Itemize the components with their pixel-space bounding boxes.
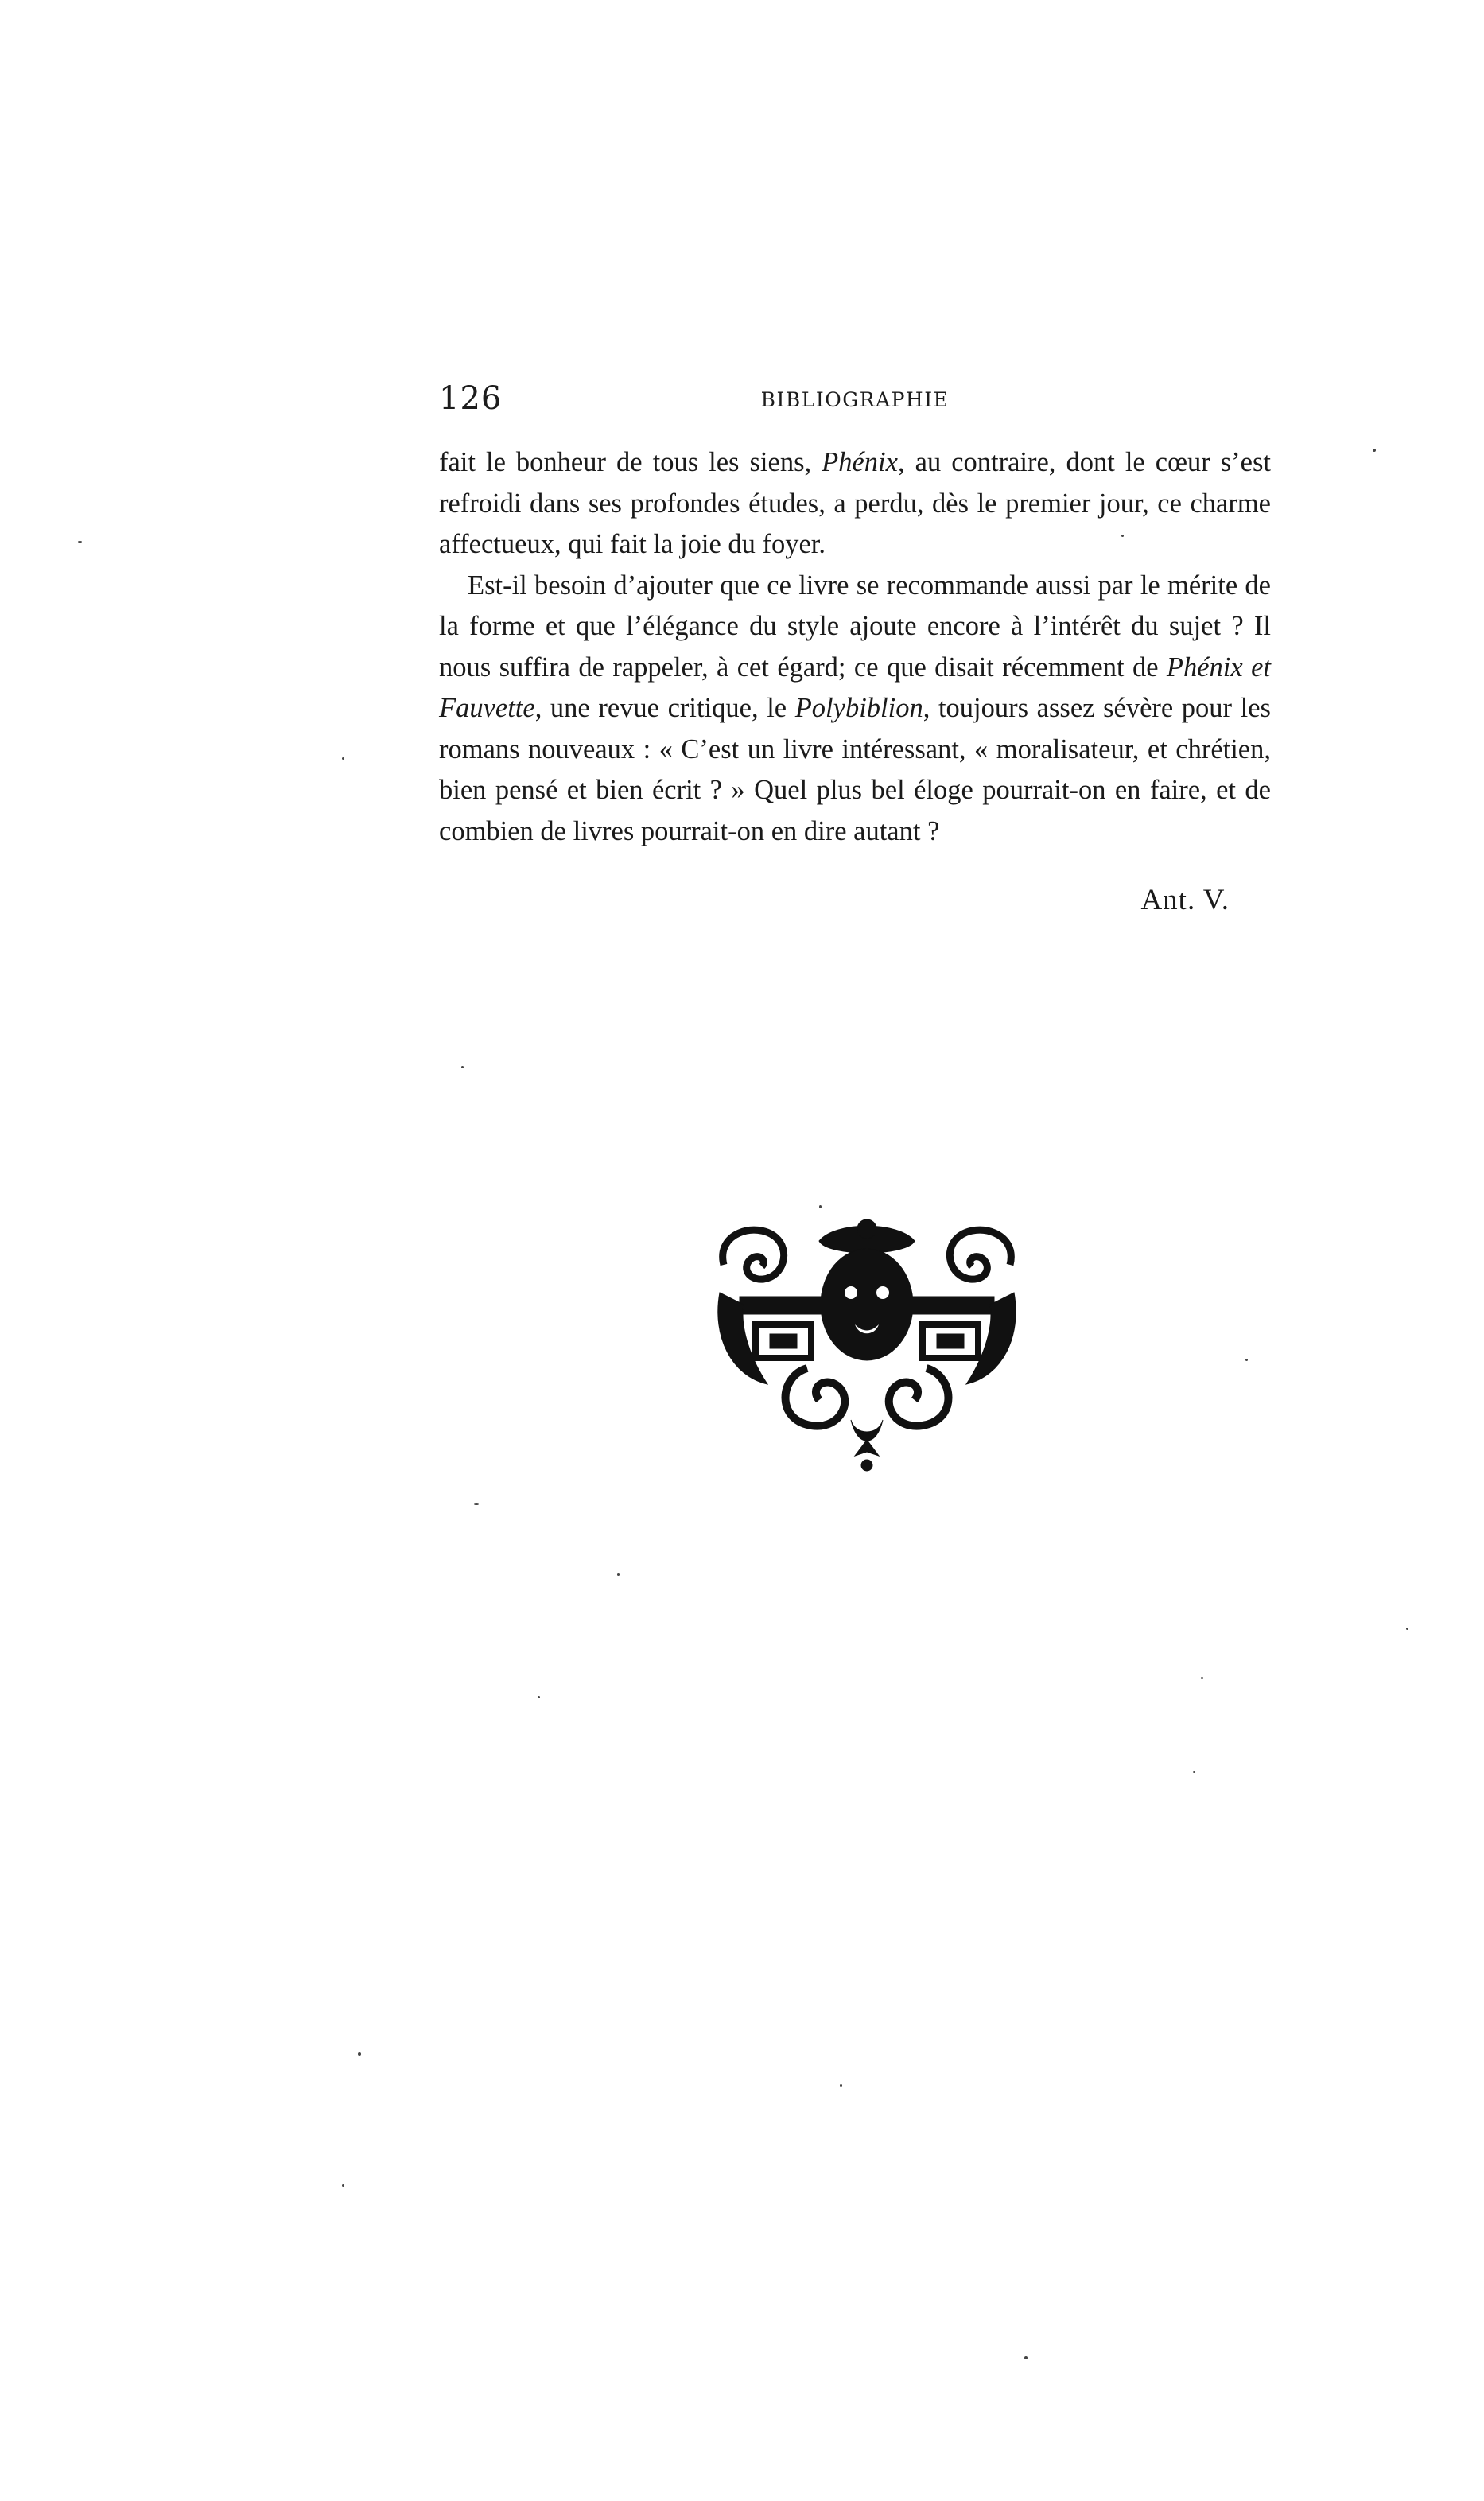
speck bbox=[78, 541, 82, 543]
speck bbox=[342, 757, 344, 760]
speck bbox=[1406, 1628, 1408, 1630]
running-head bbox=[439, 380, 1271, 428]
speck bbox=[342, 2184, 344, 2187]
speck bbox=[819, 1205, 822, 1208]
title-polybiblion: Polybiblion bbox=[794, 693, 923, 723]
speck bbox=[1245, 1359, 1248, 1361]
speck bbox=[617, 1573, 620, 1576]
fleuron-tailpiece-icon bbox=[708, 1217, 1026, 1472]
running-title: BIBLIOGRAPHIE bbox=[760, 388, 950, 411]
title-phenix: Phénix bbox=[822, 447, 898, 477]
speck bbox=[1373, 449, 1376, 452]
author-signature: Ant. V. bbox=[1140, 884, 1230, 916]
title-phenix-et-fauvette: Phénix et Fauvette bbox=[439, 652, 1271, 723]
page-number: 126 bbox=[439, 380, 503, 417]
speck bbox=[474, 1503, 479, 1505]
paragraph-2: Est-il besoin d’ajouter que ce livre se recommande aussi par le mérite de la forme et que l’élégance du style ajoute encore à l’intérêt du sujet ? Il nous suffira de rappeler, à cet égard; ce que disait récemment de Phénix et Fauvette, une revue critique, le Polybiblion, toujours assez sévère pour les romans nouveaux : « C’est un livre intéressant, « moralisateur, et chrétien, bien pensé et bien écrit ? » Quel plus bel éloge pourrait-on en faire, et de combien de livres pourrait-on en dire autant ? bbox=[439, 570, 1271, 846]
speck bbox=[538, 1696, 540, 1698]
body-text bbox=[439, 442, 1271, 852]
speck bbox=[840, 2084, 842, 2087]
speck bbox=[1193, 1771, 1195, 1773]
speck bbox=[461, 1066, 464, 1068]
speck bbox=[1121, 535, 1124, 537]
speck bbox=[1024, 2356, 1028, 2359]
speck bbox=[1201, 1677, 1203, 1679]
paragraph-1: fait le bonheur de tous les siens, Phénix, au contraire, dont le cœur s’est refroidi dans ses profondes études, a perdu, dès le premier jour, ce charme affectueux, qui fait la joie du foyer. bbox=[439, 447, 1271, 559]
speck bbox=[358, 2052, 361, 2056]
